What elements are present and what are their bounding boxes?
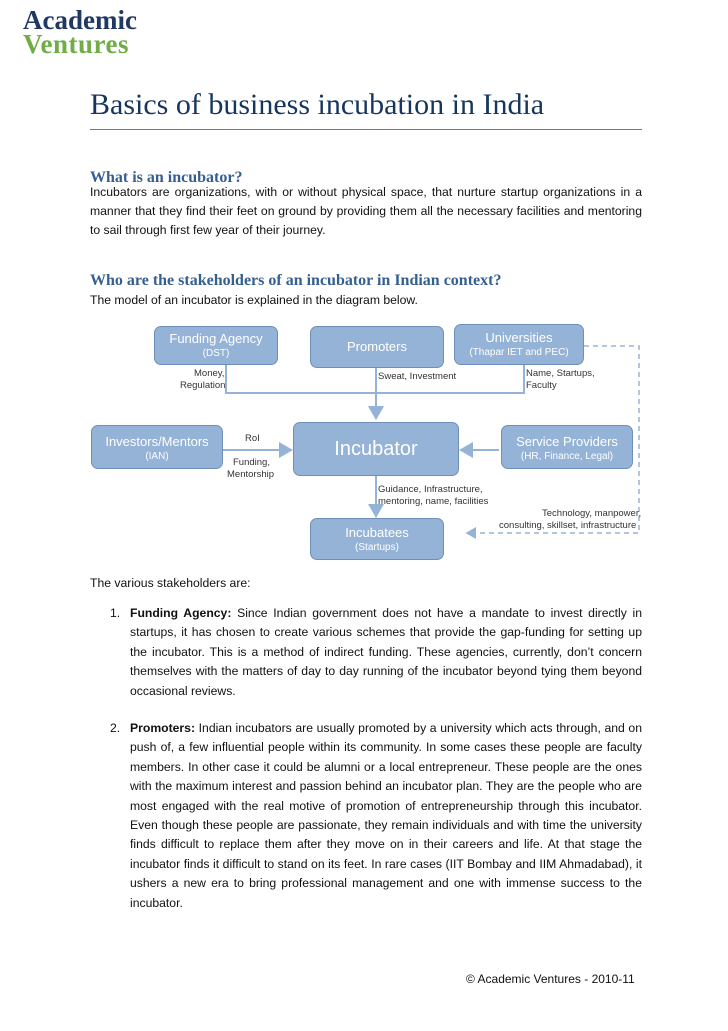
funding-agency-title: Funding Agency (169, 331, 263, 346)
incubatees-title: Incubatees (345, 525, 409, 540)
stakeholder-list (90, 604, 642, 913)
arrow-funding-to-incubator (226, 365, 376, 418)
list-item-text: Since Indian government does not have a mandate to invest directly in startups, it has chosen to create various schemes that provide the gap-funding for setting up the incubator. This is a method of indirect funding. These agencies, currently, don’t concern themselves with the matters of day to day running of the incubator beyond tying them beyond occasional reviews. (130, 606, 642, 698)
universities-sub: (Thapar IET and PEC) (469, 347, 569, 358)
label-technology-2: consulting, skillset, infrastructure (499, 520, 637, 531)
logo-line-2: Ventures (23, 29, 130, 59)
label-guidance-2: mentoring, name, facilities (378, 496, 489, 507)
incubator-title: Incubator (334, 438, 418, 460)
label-money: Money, (194, 368, 225, 379)
stakeholders-intro: The various stakeholders are: (90, 576, 251, 590)
page-footer: © Academic Ventures - 2010-11 (466, 972, 635, 986)
label-faculty: Faculty (526, 380, 557, 391)
label-name-startups: Name, Startups, (526, 368, 595, 379)
label-sweat-investment: Sweat, Investment (378, 371, 457, 382)
diagram-intro-text: The model of an incubator is explained in the diagram below. (90, 293, 418, 307)
label-roi: RoI (245, 433, 260, 444)
label-technology-1: Technology, manpower, (542, 508, 642, 519)
funding-agency-box (154, 326, 278, 365)
section-heading-stakeholders: Who are the stakeholders of an incubator in Indian context? (90, 272, 502, 289)
incubator-box (293, 422, 459, 476)
page-title: Basics of business incubation in India (90, 88, 545, 121)
investors-mentors-sub: (IAN) (145, 451, 169, 462)
investors-mentors-title: Investors/Mentors (105, 434, 209, 449)
list-item-number: 2. (110, 721, 121, 736)
section-body-what-is-incubator: Incubators are organizations, with or without physical space, that nurture startup organizations in a manner that they find their feet on ground by providing them all the necessary facilities and mentoring to sail through first few year of their journey. (90, 185, 642, 237)
list-item-term: Promoters: (130, 721, 196, 736)
investors-mentors-box (91, 425, 223, 469)
academic-ventures-logo (23, 5, 137, 59)
promoters-title: Promoters (347, 339, 407, 354)
list-item-term: Funding Agency: (130, 606, 232, 620)
section-heading-what-is-incubator: What is an incubator? (90, 169, 243, 186)
label-funding: Funding, (233, 457, 270, 468)
logo-line-1: Academic (23, 5, 137, 35)
promoters-box (310, 326, 444, 368)
list-item-number: 1. (110, 606, 121, 620)
service-providers-sub: (HR, Finance, Legal) (520, 451, 614, 462)
label-mentorship: Mentorship (227, 469, 274, 480)
title-underline (90, 129, 642, 130)
label-regulation: Regulation (180, 380, 226, 391)
universities-box (454, 324, 584, 365)
list-item (90, 604, 642, 701)
service-providers-box (501, 425, 633, 469)
list-item (90, 719, 642, 913)
incubatees-box (310, 518, 444, 560)
service-providers-title: Service Providers (516, 434, 618, 449)
universities-title: Universities (485, 330, 553, 345)
label-guidance-1: Guidance, Infrastructure, (378, 484, 483, 495)
incubator-model-diagram (86, 318, 650, 566)
list-item-text: Indian incubators are usually promoted by a university which acts through, and on push of, a few influential people within its community. In some cases these people are faculty members. In other case it could be alumni or a local entrepreneur. These people are the ones with the maximum interest and passion behind an incubator plan. They are the people who are most engaged with the real motive of promotion of entrepreneurship through this incubator. Even though these people are passionate, they remain individuals and with time the university finds difficult to replace them after they move on in their careers and life. At that stage the incubator finds it difficult to stand on its feet. In rare cases (IIT Bombay and IIM Ahmadabad), it ushers a new era to bring professional management and one with immense success to the incubator. (130, 721, 642, 910)
incubatees-sub: (Startups) (355, 542, 399, 553)
funding-agency-sub: (DST) (202, 348, 230, 359)
